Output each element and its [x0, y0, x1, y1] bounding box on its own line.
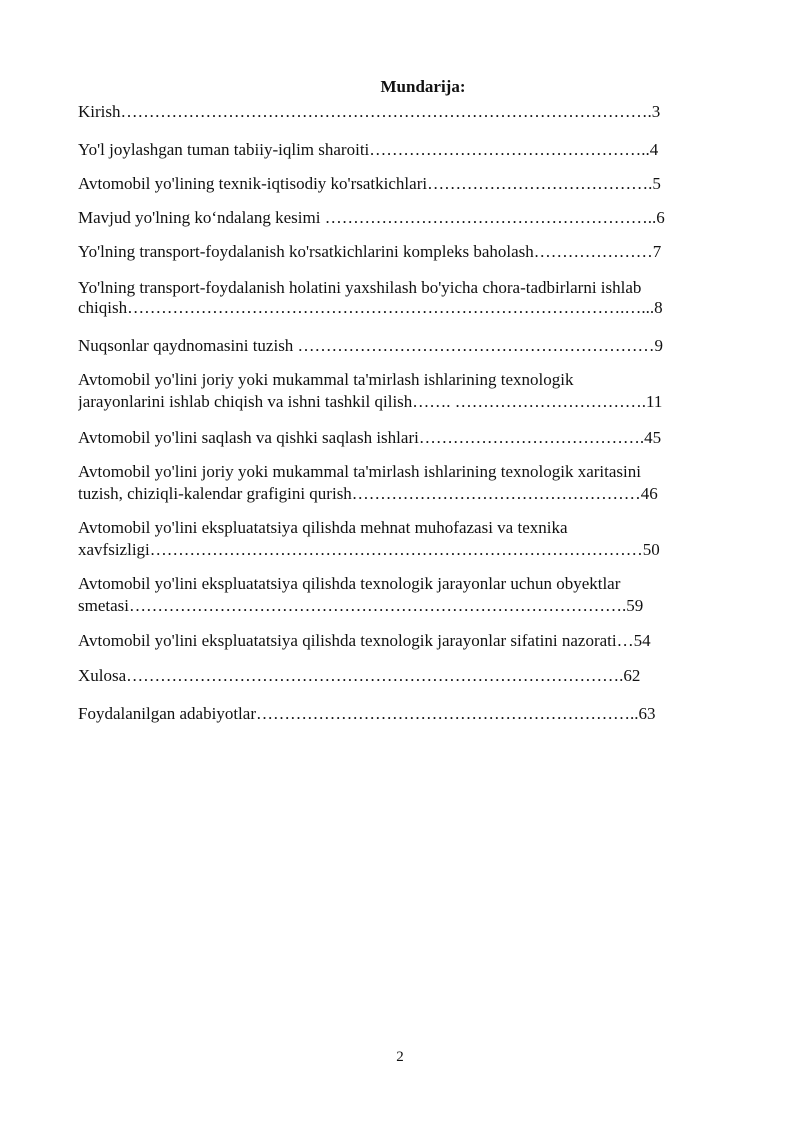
toc-entry-line: Kirish………………………………………………………………………………….3: [78, 102, 661, 121]
toc-entry-line: Foydalanilgan adabiyotlar…………………………………………………………..63: [78, 704, 656, 723]
toc-entry-line: Mavjud yo'lning koʻndalang kesimi …………………………………………………..6: [78, 208, 665, 227]
toc-entry-line: xavfsizligi……………………………………………………………………………50: [78, 540, 660, 559]
toc-entry-line: Avtomobil yo'lini ekspluatatsiya qilishda texnologik jarayonlar uchun obyektlar: [78, 574, 621, 593]
toc-entry-line: Avtomobil yo'lining texnik-iqtisodiy ko'rsatkichlari………………………………….5: [78, 174, 661, 193]
toc-entry-line: Avtomobil yo'lini saqlash va qishki saqlash ishlari………………………………….45: [78, 428, 662, 447]
page-number: 2: [396, 1049, 404, 1065]
page-title: Mundarija:: [380, 77, 466, 96]
toc-entry-line: tuzish, chiziqli-kalendar grafigini qurish……………………………………………46: [78, 484, 658, 503]
toc-entry-line: Avtomobil yo'lini ekspluatatsiya qilishda texnologik jarayonlar sifatini nazorati…54: [78, 631, 651, 650]
toc-entry-line: Nuqsonlar qaydnomasini tuzish ………………………………………………………9: [78, 336, 664, 355]
toc-entry-line: chiqish…………………………………………………………………………….…...8: [78, 298, 663, 317]
toc-entry-line: jarayonlarini ishlab chiqish va ishni tashkil qilish……. …………………………….11: [78, 392, 663, 411]
toc-entry-line: Yo'lning transport-foydalanish holatini yaxshilash bo'yicha chora-tadbirlarni ishlab: [78, 278, 642, 297]
toc-entry-line: Avtomobil yo'lini joriy yoki mukammal ta'mirlash ishlarining texnologik xaritasini: [78, 462, 641, 481]
toc-entry-line: Avtomobil yo'lini joriy yoki mukammal ta'mirlash ishlarining texnologik: [78, 370, 574, 389]
toc-entry-line: Avtomobil yo'lini ekspluatatsiya qilishda mehnat muhofazasi va texnika: [78, 518, 568, 537]
toc-entry-line: smetasi…………………………………………………………………………….59: [78, 596, 644, 615]
toc-entry-line: Yo'l joylashgan tuman tabiiy-iqlim sharoiti…………………………………………..4: [78, 140, 659, 159]
toc-entry-line: Yo'lning transport-foydalanish ko'rsatkichlarini kompleks baholash…………………7: [78, 242, 662, 261]
toc-entry-line: Xulosa…………………………………………………………………………….62: [78, 666, 641, 685]
